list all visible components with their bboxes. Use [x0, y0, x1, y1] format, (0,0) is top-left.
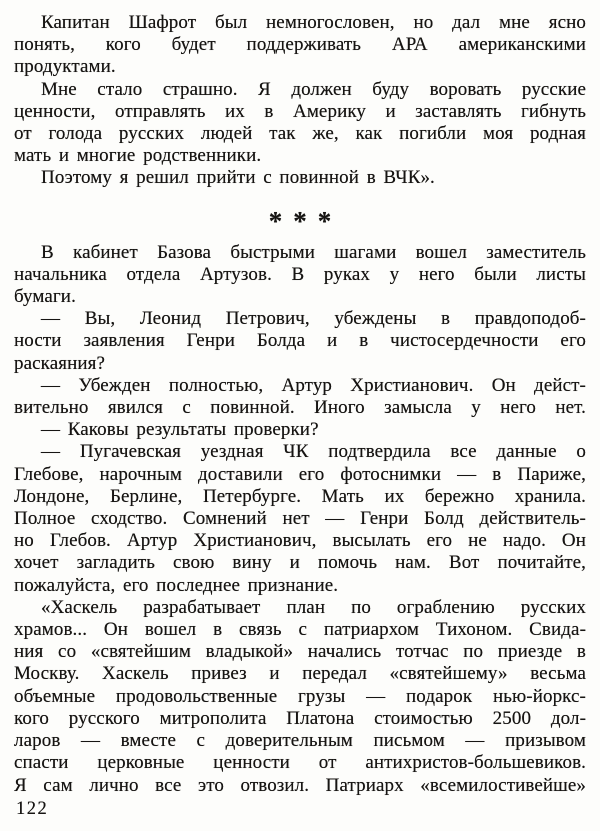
text-line: Я сам лично все это отвозил. Патриарх «всемилостивейше»: [14, 774, 586, 796]
text-line: от голода русских людей так же, как погибли моя родная: [14, 123, 586, 145]
text-line: — Убежден полностью, Артур Христианович. Он дейст-: [41, 374, 586, 396]
text-section-after-break: [14, 242, 586, 797]
text-line: храмов... Он вошел в связь с патриархом Тихоном. Свида-: [14, 619, 586, 641]
section-separator: [14, 190, 586, 242]
text-line: начальника отдела Артузов. В руках у него были листы: [14, 263, 586, 285]
asterisk-separator: ***: [268, 206, 343, 237]
text-line: раскаяния?: [14, 352, 105, 374]
text-line: Москву. Хаскель привез и передал «святейшему» весьма: [14, 663, 586, 685]
text-line: вительно явился с повинной. Иного замысла у него нет.: [14, 397, 586, 419]
text-line: Полное сходство. Сомнений нет — Генри Болд действитель-: [14, 508, 586, 530]
text-line: Мне стало страшно. Я должен буду воровать русские: [41, 78, 586, 100]
text-line: ценности, отправлять их в Америку и заставлять гибнуть: [14, 100, 586, 122]
text-line: ности заявления Генри Болда и в чистосердечности его: [14, 330, 586, 352]
text-line: ния со «святейшим владыкой» начались тотчас по приезде в: [14, 641, 586, 663]
text-line: В кабинет Базова быстрыми шагами вошел заместитель: [41, 241, 586, 263]
text-line: продуктами.: [14, 56, 116, 78]
text-line: Глебове, нарочным доставили его фотоснимки — в Париже,: [14, 463, 586, 485]
text-line: понять, кого будет поддерживать АРА американскими: [14, 34, 586, 56]
text-line: — Каковы результаты проверки?: [41, 419, 319, 441]
text-line: ларов — вместе с доверительным письмом — призывом: [14, 730, 586, 752]
text-line: Поэтому я решил прийти с повинной в ВЧК».: [41, 167, 435, 189]
text-line: пожалуйста, его последнее признание.: [14, 574, 339, 596]
text-section-before-break: [14, 12, 586, 190]
text-line: но Глебов. Артур Христианович, высылать его не надо. Он: [14, 530, 586, 552]
text-line: спасти церковные ценности от антихристов-большевиков.: [14, 752, 586, 774]
text-line: Лондоне, Берлине, Петербурге. Мать их бережно хранила.: [14, 485, 586, 507]
text-line: хочет загладить свою вину и помочь нам. Вот почитайте,: [14, 552, 586, 574]
text-line: «Хаскель разрабатывает план по ограблению русских: [41, 596, 586, 618]
text-line: объемные продовольственные грузы — подарок нью-йоркс-: [14, 685, 586, 707]
page-number: 122: [16, 799, 49, 819]
text-line: Капитан Шафрот был немногословен, но дал мне ясно: [41, 12, 586, 33]
text-line: — Вы, Леонид Петрович, убеждены в правдоподоб-: [41, 308, 586, 330]
text-line: кого русского митрополита Платона стоимостью 2500 дол-: [14, 707, 586, 729]
text-line: — Пугачевская уездная ЧК подтвердила все данные о: [41, 441, 586, 463]
text-line: мать и многие родственники.: [14, 145, 262, 167]
page-text: [14, 12, 586, 797]
text-line: бумаги.: [14, 286, 76, 308]
